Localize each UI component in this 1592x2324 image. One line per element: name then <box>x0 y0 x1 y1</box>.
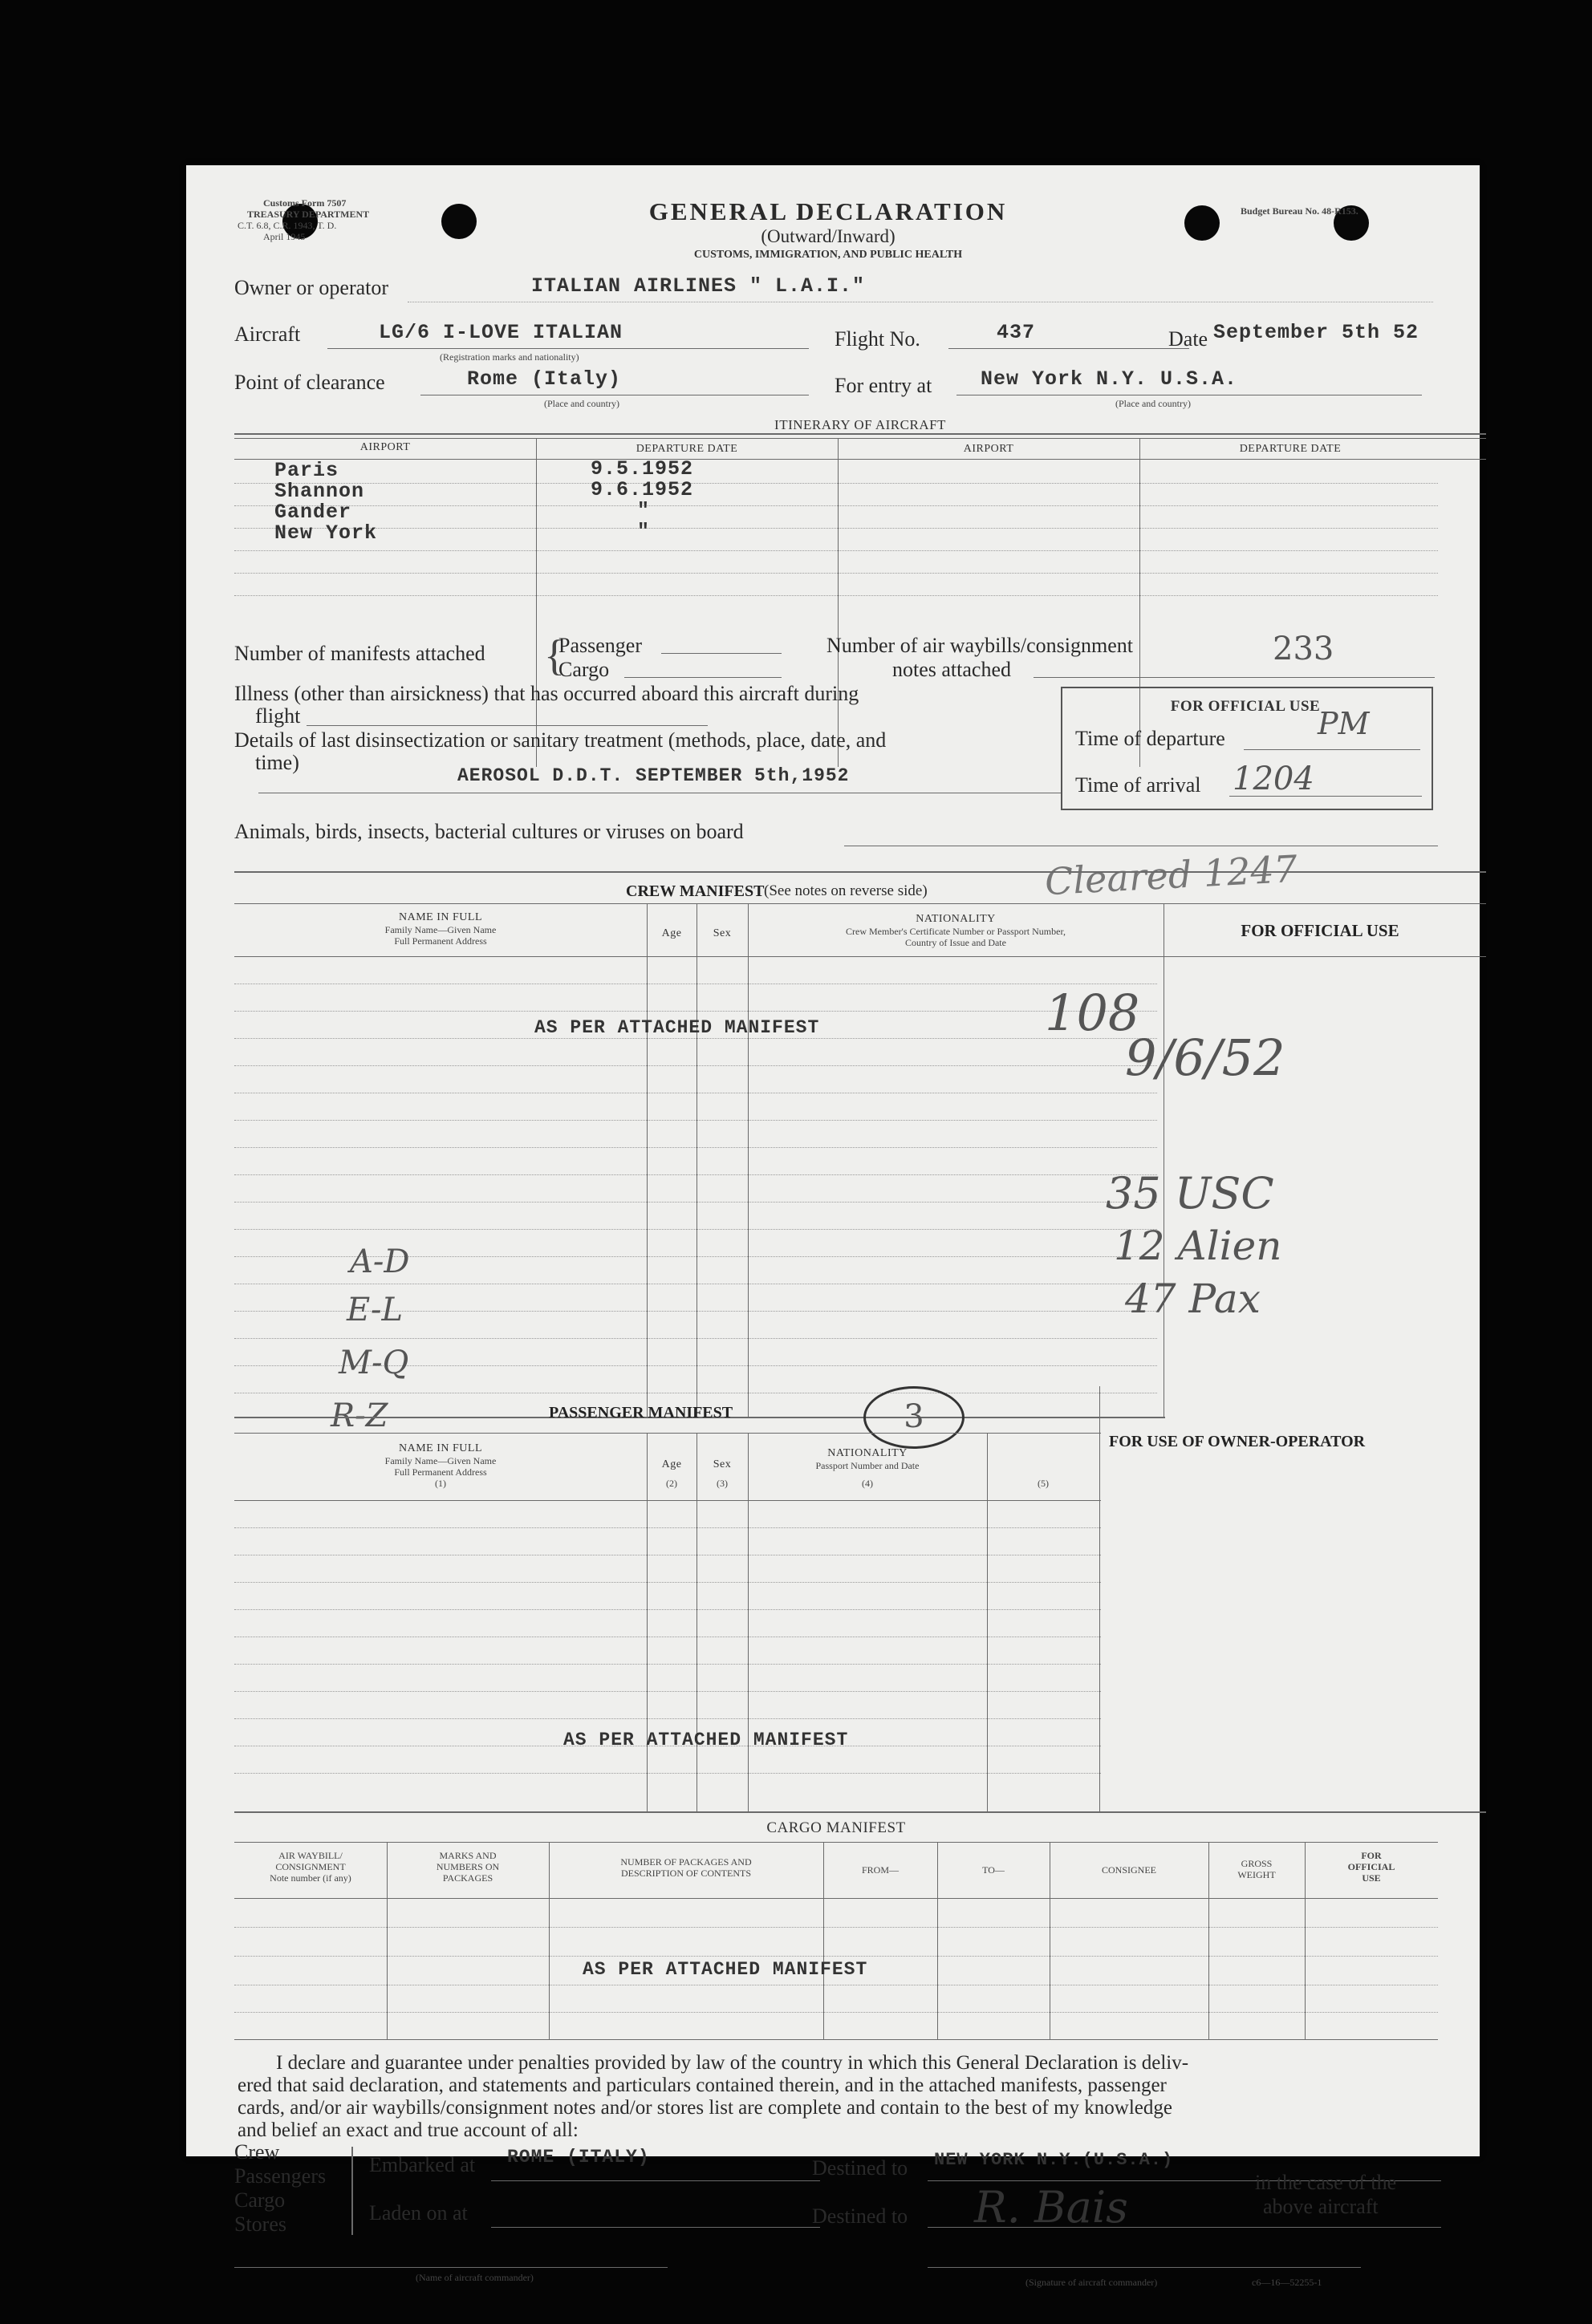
owner-operator-col: FOR USE OF OWNER-OPERATOR <box>1109 1433 1366 1450</box>
crew-col-official: FOR OFFICIAL USE <box>1241 921 1399 940</box>
cargo-col-consignee: CONSIGNEE <box>1102 1864 1156 1876</box>
circled-number: 3 <box>863 1386 965 1449</box>
cargo-col-use: USE <box>1362 1872 1381 1884</box>
hand-initials: M-Q <box>339 1345 409 1381</box>
passenger-title: PASSENGER MANIFEST <box>549 1404 733 1422</box>
crew-title-note: (See notes on reverse side) <box>764 882 928 899</box>
arrival-time-hand: 1204 <box>1233 760 1314 797</box>
date-value: September 5th 52 <box>1213 321 1419 344</box>
declaration-line: I declare and guarantee under penalties provided by law of the country in which this General Declaration is deliv- <box>276 2052 1189 2074</box>
passenger-label: Passenger <box>558 634 642 657</box>
commander-signature: R. Bais <box>974 2182 1128 2233</box>
form-date: April 1945 <box>263 231 306 242</box>
pax-col-name-4: (1) <box>435 1478 446 1489</box>
animals-label: Animals, birds, insects, bacterial cultures or viruses on board <box>234 820 744 843</box>
decl-passengers: Passengers <box>234 2164 327 2188</box>
disinsect-label-2: time) <box>255 751 299 774</box>
declaration-form <box>186 165 1480 2288</box>
print-code: c6—16—52255-1 <box>1252 2277 1322 2288</box>
itinerary-airport: Shannon <box>274 480 365 503</box>
crew-col-name: NAME IN FULL <box>399 911 482 923</box>
cargo-col-2b: NUMBERS ON <box>436 1861 500 1872</box>
crew-col-nat-3: Country of Issue and Date <box>905 937 1006 948</box>
cargo-col-3b: DESCRIPTION OF CONTENTS <box>620 1868 751 1879</box>
itinerary-date: " <box>637 520 651 543</box>
waybills-label: Number of air waybills/consignment <box>826 634 1133 657</box>
crew-col-age: Age <box>661 927 682 939</box>
cargo-col-from: FROM— <box>861 1864 899 1876</box>
date-label: Date <box>1168 327 1208 351</box>
cargo-title: CARGO MANIFEST <box>766 1819 906 1836</box>
departure-time-label: Time of departure <box>1075 727 1225 750</box>
hand-note: 12 Alien <box>1114 1223 1282 1269</box>
pax-col-sex: Sex <box>713 1458 732 1470</box>
entry-value: New York N.Y. U.S.A. <box>981 367 1238 391</box>
clearance-label: Point of clearance <box>234 371 385 394</box>
departure-time-hand: PM <box>1318 706 1370 741</box>
itinerary-airport: Paris <box>274 459 339 482</box>
decl-stores: Stores <box>234 2212 286 2236</box>
passenger-value: AS PER ATTACHED MANIFEST <box>563 1730 849 1750</box>
crew-col-name-3: Full Permanent Address <box>394 935 487 947</box>
cargo-value: AS PER ATTACHED MANIFEST <box>583 1959 868 1980</box>
hand-initials: A-D <box>350 1243 410 1280</box>
pax-col-age-n: (2) <box>666 1478 677 1489</box>
cargo-col-1a: AIR WAYBILL/ <box>278 1850 343 1861</box>
clearance-note: (Place and country) <box>544 398 619 409</box>
hand-note: 108 <box>1045 984 1140 1042</box>
regulation-ref: C.T. 6.8, C.R. 1943, T. D. <box>238 220 337 231</box>
hand-note: 47 Pax <box>1125 1276 1261 1322</box>
waybills-label-2: notes attached <box>892 658 1011 681</box>
cargo-col-weight: WEIGHT <box>1237 1869 1276 1880</box>
pax-col-nat-n: (4) <box>862 1478 873 1489</box>
flight-value: 437 <box>997 321 1036 344</box>
itinerary-col-airport-2: AIRPORT <box>963 443 1014 455</box>
arrival-time-label: Time of arrival <box>1075 773 1201 797</box>
entry-label: For entry at <box>835 374 932 397</box>
aircraft-label: Aircraft <box>234 322 301 346</box>
pax-col-name: NAME IN FULL <box>399 1442 482 1454</box>
cargo-col-1b: CONSIGNMENT <box>275 1861 346 1872</box>
punch-hole <box>441 204 477 239</box>
customs-form-number: Customs Form 7507 <box>263 197 347 209</box>
cargo-col-2c: PACKAGES <box>442 1872 493 1884</box>
crew-title: CREW MANIFEST <box>626 882 765 900</box>
declaration-line: ered that said declaration, and statements and particulars contained therein, and in the attached manifests, passenger <box>238 2075 1167 2096</box>
hand-initials: E-L <box>347 1292 404 1328</box>
clearance-value: Rome (Italy) <box>467 367 622 391</box>
decl-crew: Crew <box>234 2140 280 2164</box>
aircraft-note: (Registration marks and nationality) <box>440 351 579 363</box>
pax-col-nat-2: Passport Number and Date <box>815 1460 920 1471</box>
crew-col-sex: Sex <box>713 927 732 939</box>
owner-value: ITALIAN AIRLINES " L.A.I." <box>531 274 866 298</box>
crew-col-name-2: Family Name—Given Name <box>384 924 497 935</box>
punch-hole <box>1184 205 1220 241</box>
disinsect-label: Details of last disinsectization or sanitary treatment (methods, place, date, and <box>234 728 887 752</box>
itinerary-airport: Gander <box>274 501 352 524</box>
cargo-col-gross: GROSS <box>1241 1858 1273 1869</box>
page-subtitle: (Outward/Inward) <box>761 226 896 246</box>
page-title: GENERAL DECLARATION <box>648 197 1008 225</box>
laden-label: Laden on at <box>369 2201 468 2225</box>
page-subtitle-2: CUSTOMS, IMMIGRATION, AND PUBLIC HEALTH <box>693 249 963 261</box>
cargo-col-3a: NUMBER OF PACKAGES AND <box>620 1856 752 1868</box>
pax-col-5: (5) <box>1038 1478 1049 1489</box>
commander-name-note: (Name of aircraft commander) <box>416 2272 534 2283</box>
cargo-label: Cargo <box>558 658 610 681</box>
pax-col-age: Age <box>661 1458 682 1470</box>
illness-label: Illness (other than airsickness) that has occurred aboard this aircraft during <box>234 682 859 705</box>
official-use-title: FOR OFFICIAL USE <box>1170 698 1321 715</box>
cargo-col-1c: Note number (if any) <box>270 1872 351 1884</box>
pax-col-name-3: Full Permanent Address <box>394 1466 487 1478</box>
destined-label: Destined to <box>812 2156 908 2180</box>
cargo-col-to: TO— <box>982 1864 1005 1876</box>
owner-label: Owner or operator <box>234 276 389 299</box>
cargo-col-for: FOR <box>1361 1850 1382 1861</box>
embarked-label: Embarked at <box>369 2153 476 2176</box>
hand-note: 35 USC <box>1106 1168 1274 1219</box>
entry-note: (Place and country) <box>1115 398 1191 409</box>
pax-col-nat: NATIONALITY <box>827 1447 908 1459</box>
cleared-hand-note: Cleared 1247 <box>1043 846 1299 904</box>
itinerary-col-departure: DEPARTURE DATE <box>636 443 738 455</box>
declaration-line: and belief an exact and true account of all: <box>238 2119 579 2141</box>
waybills-value: 233 <box>1273 631 1334 667</box>
flight-label: Flight No. <box>835 327 920 351</box>
pax-col-sex-n: (3) <box>717 1478 728 1489</box>
decl-cargo: Cargo <box>234 2188 286 2212</box>
itinerary-title: ITINERARY OF AIRCRAFT <box>774 417 946 432</box>
crew-value: AS PER ATTACHED MANIFEST <box>534 1017 820 1038</box>
disinsect-value: AEROSOL D.D.T. SEPTEMBER 5th,1952 <box>457 765 850 786</box>
embarked-value: ROME (ITALY) <box>507 2147 650 2168</box>
pax-col-name-2: Family Name—Given Name <box>384 1455 497 1466</box>
crew-col-nat-2: Crew Member's Certificate Number or Passport Number, <box>846 926 1066 937</box>
treasury-label: TREASURY DEPARTMENT <box>247 209 370 220</box>
hand-initials: R-Z <box>331 1397 388 1434</box>
destined-value: NEW YORK N.Y.(U.S.A.) <box>934 2150 1174 2170</box>
itinerary-date: 9.5.1952 <box>591 457 694 481</box>
crew-col-nat: NATIONALITY <box>916 913 996 925</box>
destined-label-2: Destined to <box>812 2204 908 2228</box>
cargo-col-official: OFFICIAL <box>1347 1861 1395 1872</box>
itinerary-date: " <box>637 499 651 522</box>
illness-label-2: flight <box>255 704 301 728</box>
cargo-col-2a: MARKS AND <box>439 1850 497 1861</box>
itinerary-col-airport: AIRPORT <box>359 441 411 453</box>
hand-note: 9/6/52 <box>1125 1028 1285 1087</box>
itinerary-date: 9.6.1952 <box>591 478 694 501</box>
manifests-label: Number of manifests attached <box>234 642 485 665</box>
itinerary-airport: New York <box>274 521 378 545</box>
in-the-case-2: above aircraft <box>1263 2195 1379 2218</box>
itinerary-col-departure-2: DEPARTURE DATE <box>1239 443 1342 455</box>
declaration-line: cards, and/or air waybills/consignment notes and/or stores list are complete and contain to the best of my knowledge <box>238 2097 1172 2119</box>
in-the-case-1: in the case of the <box>1255 2171 1397 2194</box>
brace: { <box>544 631 565 679</box>
aircraft-value: LG/6 I-LOVE ITALIAN <box>379 321 623 344</box>
budget-bureau: Budget Bureau No. 48-R153. <box>1241 205 1358 217</box>
commander-sig-note: (Signature of aircraft commander) <box>1025 2277 1158 2288</box>
